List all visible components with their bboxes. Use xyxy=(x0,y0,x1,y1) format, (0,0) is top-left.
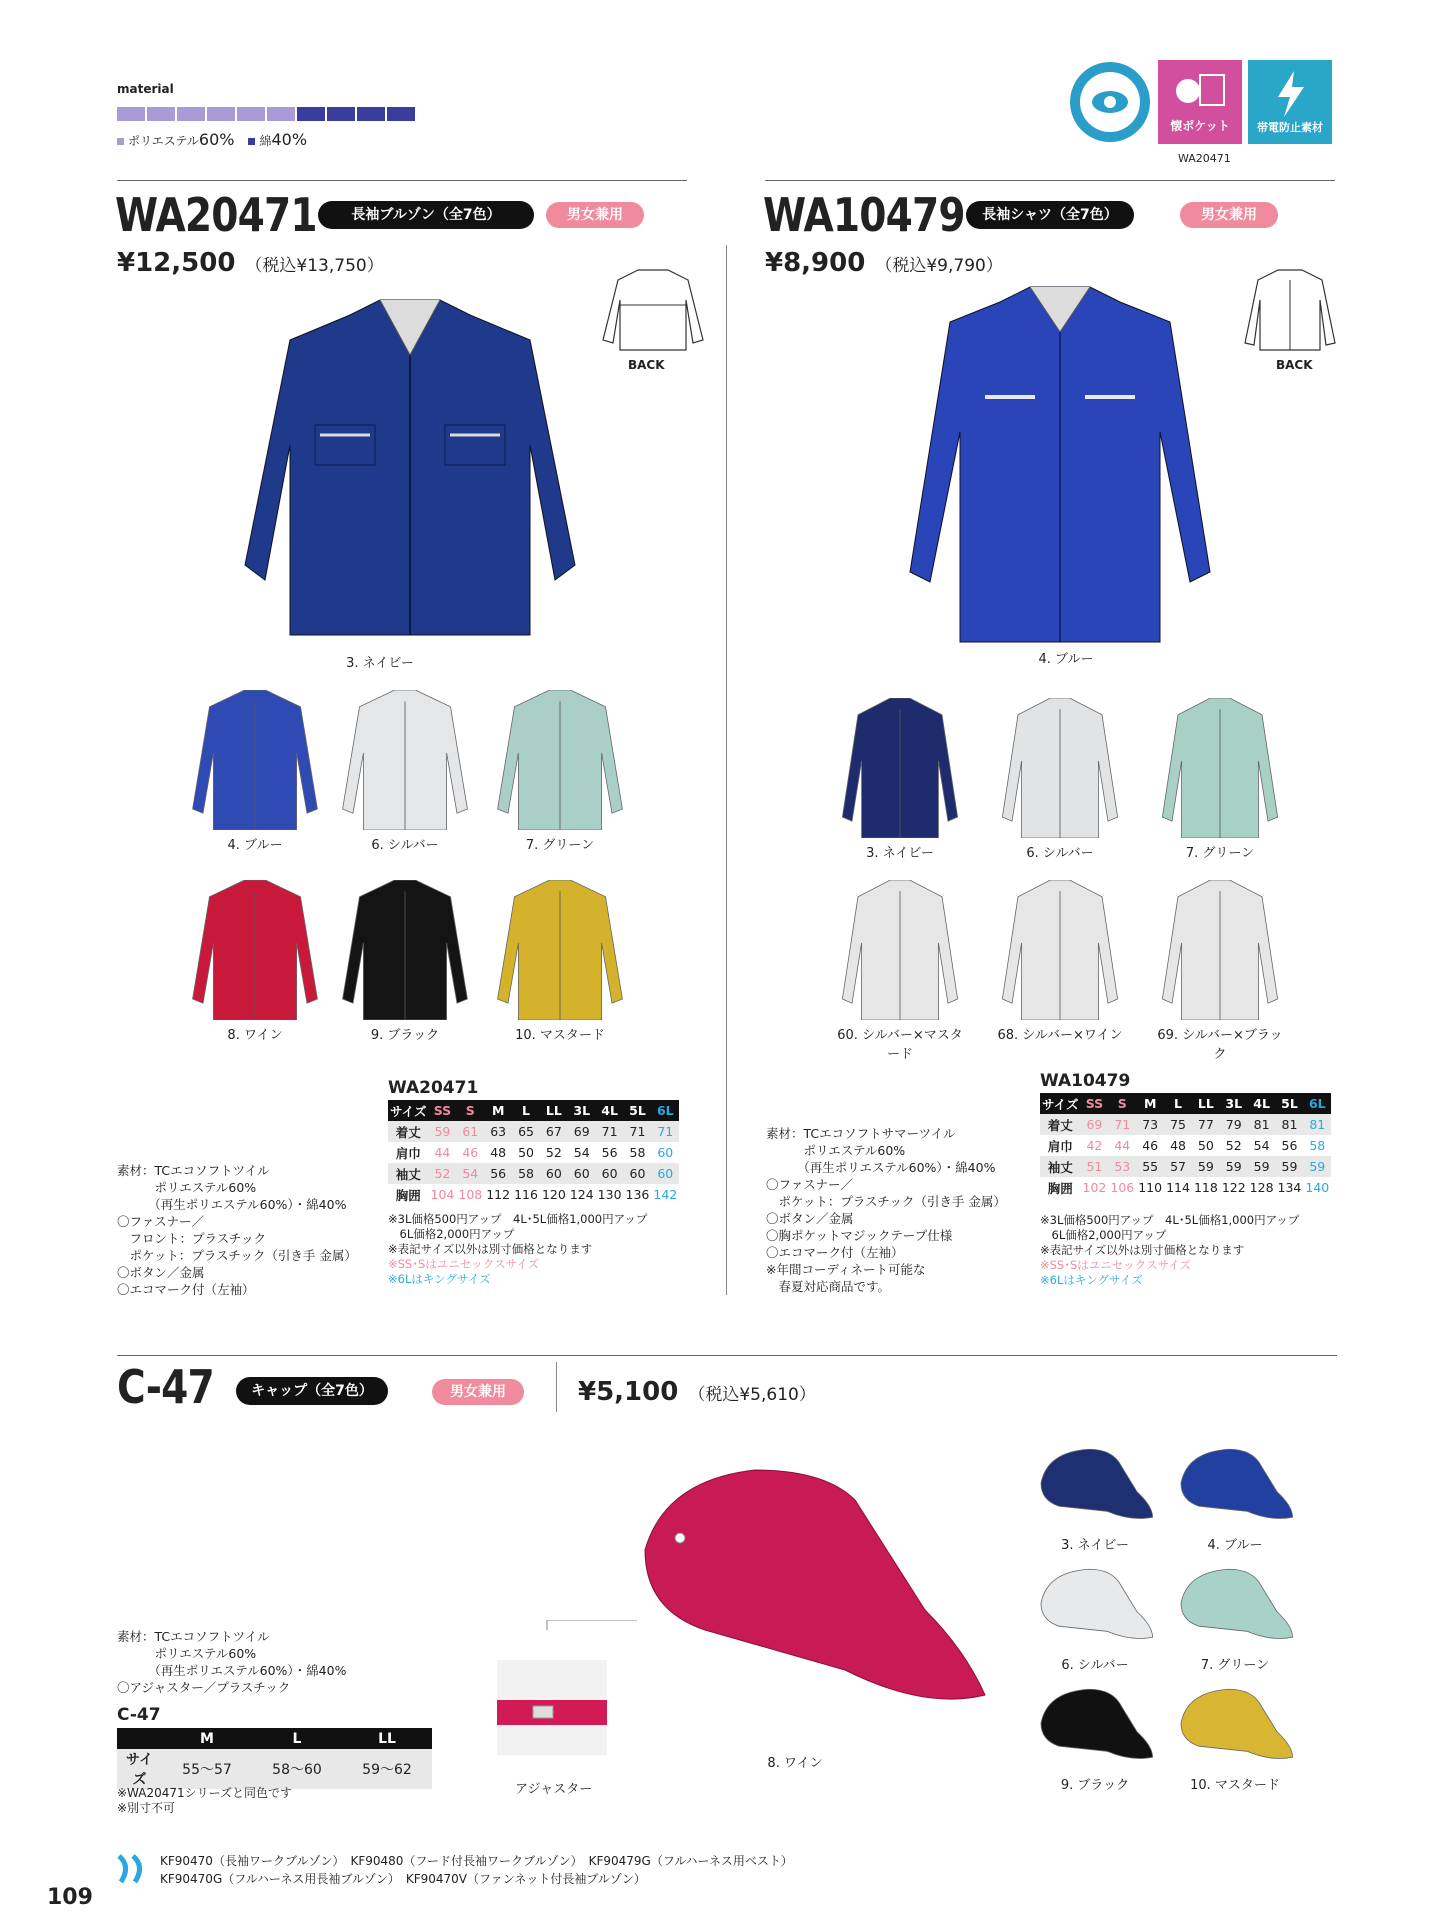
pocket-badge xyxy=(1158,60,1242,144)
related-line: KF90470（長袖ワークブルゾン） KF90480（フード付長袖ワークブルゾン） KF90479G（フルハーネス用ベスト） xyxy=(160,1854,793,1868)
size-cell: 54 xyxy=(573,1145,590,1160)
size-header-cell: S xyxy=(1108,1093,1136,1114)
back-view-sketch xyxy=(1240,265,1340,355)
size-cell: 102 xyxy=(1082,1180,1107,1195)
table-row xyxy=(1040,1156,1331,1177)
color-caption: 6. シルバー xyxy=(1061,1658,1129,1673)
main-jacket-image xyxy=(230,295,590,655)
size-cell: 104 xyxy=(430,1187,455,1202)
size-cell: 52 xyxy=(545,1145,562,1160)
size-cell: 106 xyxy=(1110,1180,1135,1195)
size-cell: 58〜60 xyxy=(272,1762,322,1778)
material-bar-segment xyxy=(177,107,205,121)
size-cell: 79 xyxy=(1225,1117,1242,1132)
size-header-cell: L xyxy=(252,1728,342,1749)
note: ※6Lはキングサイズ xyxy=(1040,1273,1143,1287)
size-cell: 50 xyxy=(518,1145,534,1160)
color-caption: 10. マスタード xyxy=(515,1028,605,1043)
size-cell: 42 xyxy=(1086,1138,1103,1153)
size-header-cell: 5L xyxy=(624,1100,652,1121)
size-header-cell: 6L xyxy=(651,1100,679,1121)
feature-badges xyxy=(1068,60,1332,144)
size-cell: 59 xyxy=(434,1124,451,1139)
size-cell: 56 xyxy=(601,1145,618,1160)
size-cell: 袖丈 xyxy=(395,1166,421,1182)
size-header-cell: L xyxy=(1164,1093,1192,1114)
shirt-variant-image xyxy=(840,880,960,1020)
color-caption: 60. シルバー×マスタード xyxy=(837,1028,963,1062)
shirt-variant-image xyxy=(1000,880,1120,1020)
size-cell: 118 xyxy=(1193,1180,1218,1195)
product-price: ¥5,100 （税込¥5,610） xyxy=(578,1377,816,1407)
material-bar-segment xyxy=(327,107,355,121)
size-cell: 114 xyxy=(1166,1180,1190,1195)
product-code-c47: C-47 xyxy=(117,1360,214,1414)
size-cell: 48 xyxy=(1170,1138,1186,1153)
unisex-badge: 男女兼用 xyxy=(1180,202,1278,228)
color-caption: 68. シルバー×ワイン xyxy=(997,1028,1123,1043)
size-cell: 50 xyxy=(1197,1138,1214,1153)
size-header-cell xyxy=(117,1728,162,1749)
color-caption: 69. シルバー×ブラック xyxy=(1157,1028,1283,1062)
lightning-icon xyxy=(1270,69,1310,119)
product-price: ¥8,900 （税込¥9,790） xyxy=(765,248,1003,278)
size-cell: 59 xyxy=(1281,1159,1298,1174)
product-code-wa10479: WA10479 xyxy=(763,188,965,242)
color-caption: 3. ネイビー xyxy=(1061,1538,1129,1553)
size-cell: 67 xyxy=(545,1124,562,1139)
size-cell: 71 xyxy=(601,1124,618,1139)
table-row xyxy=(1040,1135,1331,1156)
related-icon xyxy=(115,1852,151,1892)
product-code-wa20471: WA20471 xyxy=(115,188,317,242)
size-cell: 77 xyxy=(1197,1117,1214,1132)
size-cell: 71 xyxy=(629,1124,646,1139)
back-label: BACK xyxy=(1276,358,1313,372)
page-number: 109 xyxy=(47,1885,93,1910)
size-cell: 61 xyxy=(462,1124,479,1139)
wa10479-notes xyxy=(1040,1213,1299,1288)
size-cell: 60 xyxy=(545,1166,562,1181)
color-caption: 8. ワイン xyxy=(227,1028,283,1043)
size-header-cell: SS xyxy=(429,1100,457,1121)
size-cell: 59 xyxy=(1225,1159,1242,1174)
main-color-caption: 3. ネイビー xyxy=(346,656,414,671)
size-cell: 58 xyxy=(1309,1138,1326,1153)
legend-polyester: ポリエステル60% xyxy=(117,130,234,149)
size-cell: 65 xyxy=(518,1124,534,1139)
material-bar xyxy=(117,107,415,121)
jacket-variant-image xyxy=(340,690,470,830)
product-type-badge: 長袖シャツ（全7色） xyxy=(966,201,1134,229)
divider-right xyxy=(765,180,1335,181)
size-header-cell: 3L xyxy=(568,1100,596,1121)
size-cell: 着丈 xyxy=(395,1124,421,1140)
size-cell: 58 xyxy=(629,1145,646,1160)
size-cell: 122 xyxy=(1221,1180,1246,1195)
size-cell: 胸囲 xyxy=(395,1187,421,1203)
size-cell: 81 xyxy=(1309,1117,1326,1132)
size-cell: 肩巾 xyxy=(1047,1138,1073,1154)
size-cell: 着丈 xyxy=(1047,1117,1073,1133)
wa10479-specs: 素材：TCエコソフトサマーツイル ポリエステル60% （再生ポリエステル60%）・綿40% 〇ファスナー／ ポケット：プラスチック（引き手 金属） 〇ボタン／金属 〇胸ポケットマジックテープ仕様 〇エコマーク付（左袖） ※年間コーディネート可能な 春夏対応商品です。 xyxy=(766,1126,1006,1294)
note: ※WA20471シリーズと同色です xyxy=(117,1786,293,1800)
size-cell: 71 xyxy=(1114,1117,1131,1132)
size-header-cell: LL xyxy=(342,1728,432,1749)
size-header-cell: 5L xyxy=(1276,1093,1304,1114)
size-cell: 63 xyxy=(490,1124,507,1139)
size-cell: 71 xyxy=(657,1124,674,1139)
wa20471-table-title: WA20471 xyxy=(388,1078,479,1098)
material-bar-segment xyxy=(117,107,145,121)
table-row xyxy=(388,1163,679,1184)
wa10479-size-table xyxy=(1040,1093,1331,1198)
back-view-sketch xyxy=(598,265,708,355)
size-cell: 56 xyxy=(490,1166,507,1181)
size-header-cell: LL xyxy=(540,1100,568,1121)
color-caption: 4. ブルー xyxy=(227,838,283,853)
size-cell: 124 xyxy=(569,1187,594,1202)
cap-variant-image xyxy=(1175,1445,1295,1530)
table-row xyxy=(388,1184,679,1205)
antistatic-badge-label: 帯電防止素材 xyxy=(1257,121,1323,134)
product-price: ¥12,500 （税込¥13,750） xyxy=(117,248,384,278)
note: ※6Lはキングサイズ xyxy=(388,1272,491,1286)
size-cell: 60 xyxy=(657,1166,674,1181)
material-bar-segment xyxy=(297,107,325,121)
material-bar-segment xyxy=(267,107,295,121)
material-bar-segment xyxy=(207,107,235,121)
color-caption: 7. グリーン xyxy=(1185,846,1255,861)
product-type-badge: 長袖ブルゾン（全7色） xyxy=(318,201,534,229)
color-caption: 7. グリーン xyxy=(1200,1658,1270,1673)
size-cell: 48 xyxy=(490,1145,507,1160)
note: ※SS･Sはユニセックスサイズ xyxy=(388,1257,540,1271)
size-cell: 69 xyxy=(1086,1117,1103,1132)
c47-size-table xyxy=(117,1728,432,1789)
size-header-cell: L xyxy=(512,1100,540,1121)
color-caption: 3. ネイビー xyxy=(866,846,934,861)
size-cell: 53 xyxy=(1114,1159,1131,1174)
unisex-badge: 男女兼用 xyxy=(432,1379,524,1405)
main-color-caption: 8. ワイン xyxy=(767,1756,823,1771)
table-row xyxy=(388,1142,679,1163)
size-cell: 肩巾 xyxy=(395,1145,421,1161)
size-cell: 81 xyxy=(1253,1117,1270,1132)
color-caption: 6. シルバー xyxy=(371,838,439,853)
size-header-cell: M xyxy=(484,1100,512,1121)
eco-mark-icon xyxy=(1068,60,1152,144)
wa20471-notes xyxy=(388,1212,647,1287)
size-cell: 54 xyxy=(1253,1138,1270,1153)
badge-model-ref: WA20471 xyxy=(1178,152,1231,165)
size-cell: 59 xyxy=(1197,1159,1214,1174)
back-label: BACK xyxy=(628,358,665,372)
wa10479-table-title: WA10479 xyxy=(1040,1071,1131,1091)
price-divider xyxy=(556,1362,557,1412)
size-header-cell: LL xyxy=(1192,1093,1220,1114)
table-row xyxy=(388,1121,679,1142)
column-divider xyxy=(726,245,727,1295)
c47-specs: 素材：TCエコソフトツイル ポリエステル60% （再生ポリエステル60%）・綿40% 〇アジャスター／プラスチック xyxy=(117,1629,347,1695)
note: 6L価格2,000円アップ xyxy=(1040,1228,1167,1242)
shirt-variant-image xyxy=(840,698,960,838)
size-cell: 120 xyxy=(541,1187,566,1202)
size-cell: 81 xyxy=(1281,1117,1298,1132)
color-caption: 4. ブルー xyxy=(1207,1538,1263,1553)
jacket-variant-image xyxy=(190,690,320,830)
color-caption: 7. グリーン xyxy=(525,838,595,853)
size-cell: 60 xyxy=(629,1166,646,1181)
size-cell: 59〜62 xyxy=(362,1762,412,1778)
note: ※3L価格500円アップ 4L･5L価格1,000円アップ xyxy=(1040,1213,1300,1227)
note: ※3L価格500円アップ 4L･5L価格1,000円アップ xyxy=(388,1212,648,1226)
size-cell: 60 xyxy=(657,1145,674,1160)
c47-notes xyxy=(117,1786,292,1816)
jacket-variant-image xyxy=(340,880,470,1020)
note: ※表記サイズ以外は別寸価格となります xyxy=(1040,1243,1245,1257)
unisex-badge: 男女兼用 xyxy=(546,202,644,228)
size-cell: 73 xyxy=(1142,1117,1159,1132)
size-cell: 69 xyxy=(573,1124,590,1139)
cap-variant-image xyxy=(1175,1565,1295,1650)
size-header-cell: 3L xyxy=(1220,1093,1248,1114)
size-cell: 75 xyxy=(1170,1117,1186,1132)
main-shirt-image xyxy=(890,282,1230,652)
shirt-variant-image xyxy=(1160,880,1280,1020)
size-cell: 54 xyxy=(462,1166,479,1181)
size-cell: 108 xyxy=(458,1187,483,1202)
size-cell: サイズ xyxy=(125,1752,154,1788)
wa20471-size-table xyxy=(388,1100,679,1205)
jacket-variant-image xyxy=(190,880,320,1020)
size-header-cell: 4L xyxy=(596,1100,624,1121)
size-cell: 116 xyxy=(514,1187,538,1202)
color-caption: 6. シルバー xyxy=(1026,846,1094,861)
size-header-cell: M xyxy=(1136,1093,1164,1114)
size-cell: 110 xyxy=(1138,1180,1163,1195)
product-type-badge: キャップ（全7色） xyxy=(236,1377,388,1405)
size-cell: 46 xyxy=(462,1145,479,1160)
size-header-cell: サイズ xyxy=(1040,1093,1081,1114)
size-cell: 142 xyxy=(653,1187,678,1202)
divider-left xyxy=(117,180,687,181)
size-header-cell: SS xyxy=(1081,1093,1109,1114)
related-products xyxy=(160,1852,793,1888)
material-bar-segment xyxy=(147,107,175,121)
material-bar-segment xyxy=(237,107,265,121)
material-bar-segment xyxy=(357,107,385,121)
cap-variant-image xyxy=(1035,1445,1155,1530)
size-cell: 128 xyxy=(1249,1180,1274,1195)
shirt-variant-image xyxy=(1000,698,1120,838)
size-cell: 60 xyxy=(573,1166,590,1181)
material-label: material xyxy=(117,82,174,96)
size-cell: 44 xyxy=(1114,1138,1131,1153)
main-color-caption: 4. ブルー xyxy=(1038,652,1094,667)
size-cell: 59 xyxy=(1309,1159,1326,1174)
size-cell: 112 xyxy=(486,1187,511,1202)
wa20471-specs: 素材：TCエコソフトツイル ポリエステル60% （再生ポリエステル60%）・綿40% 〇ファスナー／ フロント：プラスチック ポケット：プラスチック（引き手 金属） 〇ボタン／金属 〇エコマーク付（左袖） xyxy=(117,1163,357,1297)
cap-variant-image xyxy=(1035,1685,1155,1770)
material-legend xyxy=(117,130,307,149)
note: ※SS･Sはユニセックスサイズ xyxy=(1040,1258,1192,1272)
cap-variant-image xyxy=(1175,1685,1295,1770)
pocket-icon xyxy=(1170,71,1230,117)
size-cell: 44 xyxy=(434,1145,451,1160)
size-header-cell: M xyxy=(162,1728,252,1749)
color-caption: 9. ブラック xyxy=(1060,1778,1130,1793)
size-cell: 52 xyxy=(1225,1138,1242,1153)
color-caption: 10. マスタード xyxy=(1190,1778,1280,1793)
size-cell: 136 xyxy=(625,1187,650,1202)
table-row xyxy=(1040,1114,1331,1135)
size-cell: 55 xyxy=(1142,1159,1159,1174)
main-cap-image xyxy=(625,1460,995,1750)
size-cell: 46 xyxy=(1142,1138,1159,1153)
antistatic-badge xyxy=(1248,60,1332,144)
size-cell: 59 xyxy=(1253,1159,1270,1174)
size-cell: 140 xyxy=(1305,1180,1330,1195)
adjuster-callout xyxy=(497,1620,647,1760)
size-cell: 52 xyxy=(434,1166,451,1181)
pocket-badge-label: 懐ポケット xyxy=(1170,118,1230,133)
related-line: KF90470G（フルハーネス用長袖ブルゾン） KF90470V（ファンネット付長袖ブルゾン） xyxy=(160,1872,646,1886)
size-header-cell: 4L xyxy=(1248,1093,1276,1114)
size-cell: 57 xyxy=(1170,1159,1186,1174)
size-header-cell: サイズ xyxy=(388,1100,429,1121)
size-cell: 56 xyxy=(1281,1138,1298,1153)
size-header-cell: 6L xyxy=(1303,1093,1331,1114)
c47-table-title: C-47 xyxy=(117,1705,161,1725)
color-caption: 9. ブラック xyxy=(370,1028,440,1043)
divider-cap xyxy=(117,1355,1337,1356)
size-cell: 60 xyxy=(601,1166,618,1181)
adjuster-label: アジャスター xyxy=(515,1782,593,1797)
note: ※表記サイズ以外は別寸価格となります xyxy=(388,1242,593,1256)
table-row xyxy=(1040,1177,1331,1198)
note: ※別寸不可 xyxy=(117,1801,176,1815)
cap-variant-image xyxy=(1035,1565,1155,1650)
table-row xyxy=(117,1749,432,1789)
size-cell: 130 xyxy=(597,1187,622,1202)
size-cell: 袖丈 xyxy=(1047,1159,1073,1175)
material-bar-segment xyxy=(387,107,415,121)
size-header-cell: S xyxy=(456,1100,484,1121)
jacket-variant-image xyxy=(495,880,625,1020)
size-cell: 胸囲 xyxy=(1047,1180,1073,1196)
note: 6L価格2,000円アップ xyxy=(388,1227,515,1241)
shirt-variant-image xyxy=(1160,698,1280,838)
size-cell: 134 xyxy=(1277,1180,1302,1195)
size-cell: 58 xyxy=(518,1166,534,1181)
size-cell: 51 xyxy=(1086,1159,1103,1174)
legend-cotton: 綿40% xyxy=(248,130,307,149)
size-cell: 55〜57 xyxy=(182,1762,232,1778)
jacket-variant-image xyxy=(495,690,625,830)
